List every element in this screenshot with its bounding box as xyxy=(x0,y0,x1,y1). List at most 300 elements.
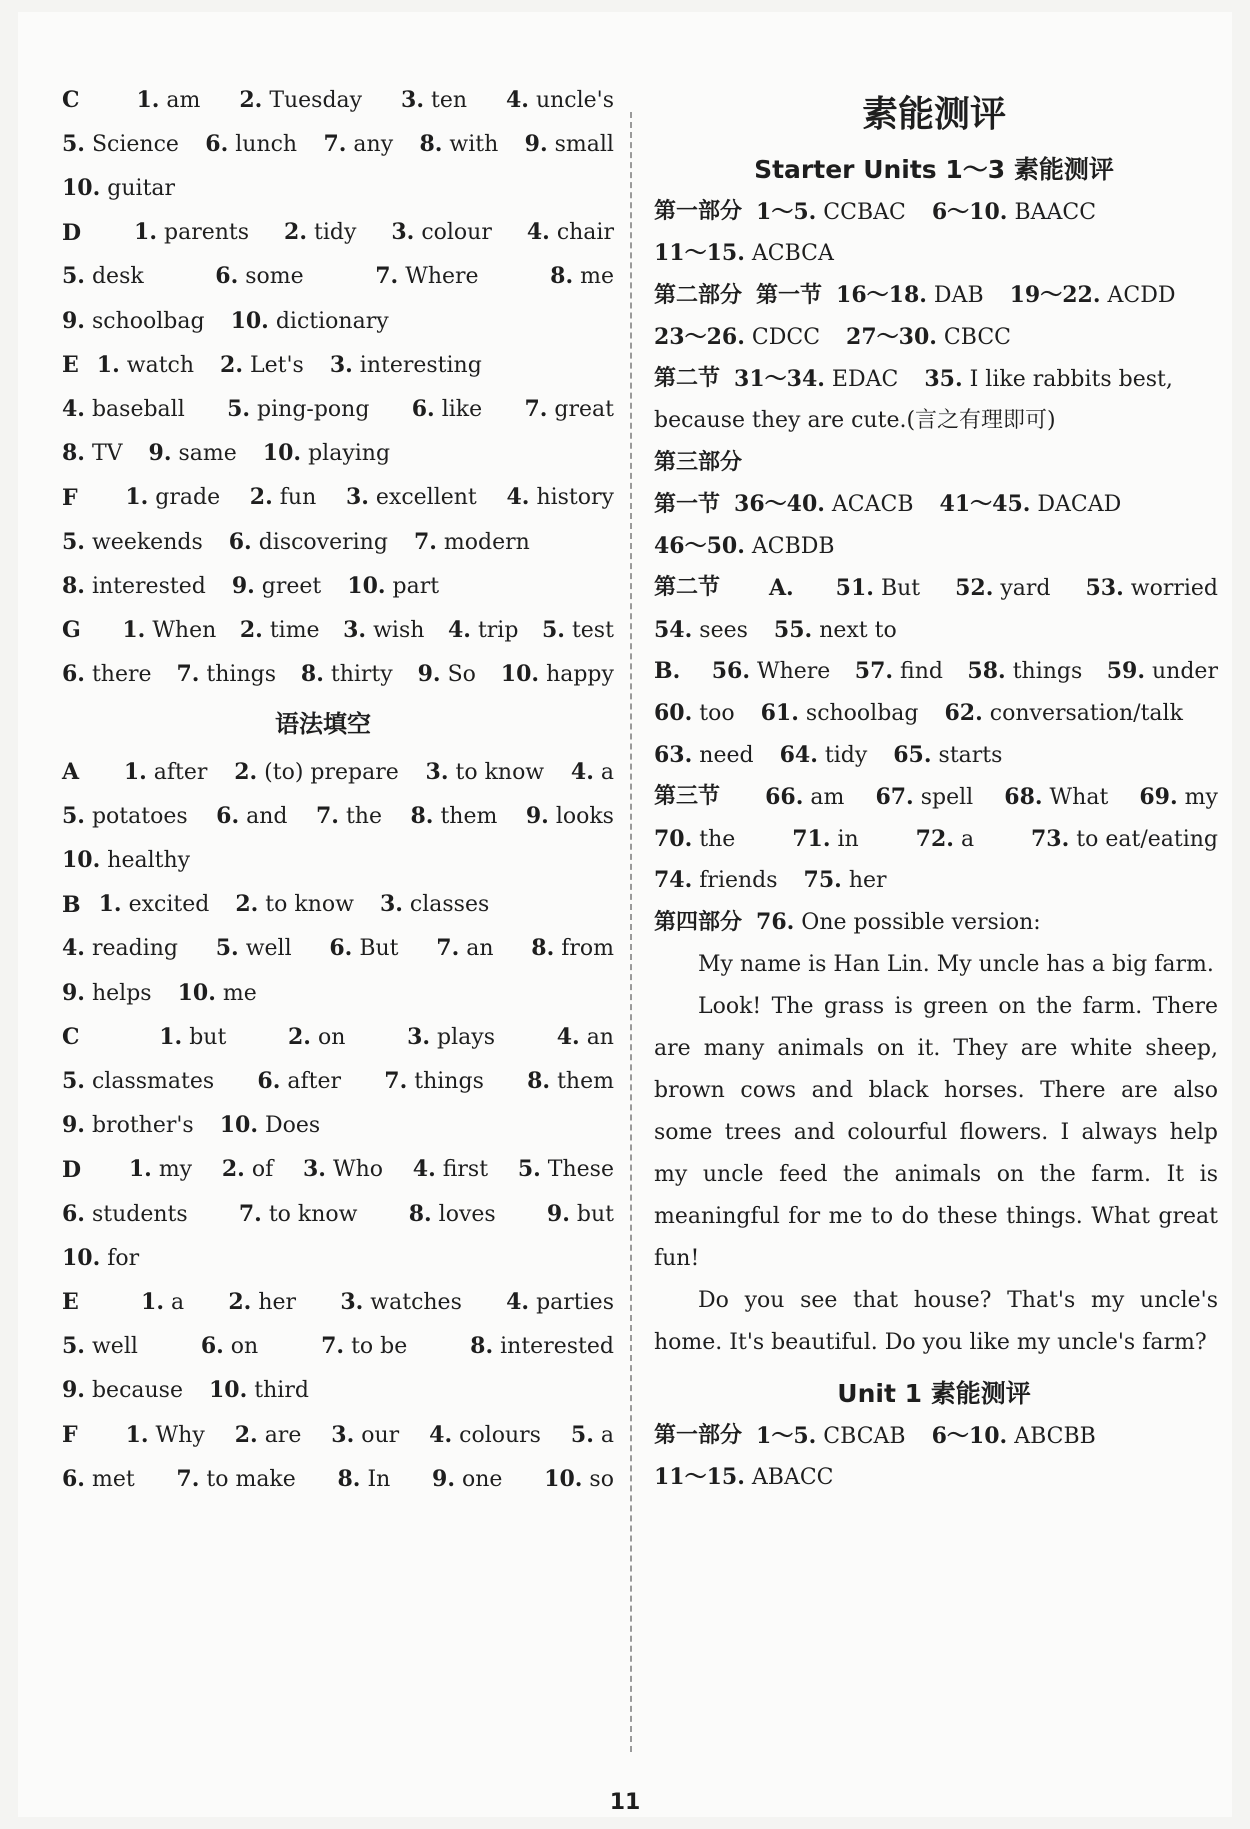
item-answer: after xyxy=(287,1068,342,1094)
item-number: 9. xyxy=(231,572,255,599)
item-number: 9. xyxy=(148,440,172,467)
item-answer: interested xyxy=(91,573,206,599)
item-answer: to know xyxy=(455,759,545,785)
answer-line xyxy=(636,568,1232,608)
item-answer: my xyxy=(1184,784,1218,810)
answer-item xyxy=(159,1017,226,1058)
item-answer: me xyxy=(222,980,257,1006)
answer-item xyxy=(448,610,518,651)
answer-item xyxy=(756,902,1041,943)
answer-item xyxy=(330,345,482,386)
item-answer: them xyxy=(440,803,498,829)
item-number: 64. xyxy=(779,741,818,768)
answer-item xyxy=(62,433,123,474)
answer-item xyxy=(331,1415,399,1456)
essay-paragraph: Look! The grass is green on the farm. There are many animals on it. They are white sheep, brown cows and black horses. There are also some trees and colourful flowers. I always help my uncle feed the animals on the farm. It is meaningful for me to do these things. What great fun! xyxy=(654,994,1218,1271)
item-answer: some xyxy=(245,264,304,290)
item-answer: but xyxy=(189,1024,227,1050)
item-number: 5. xyxy=(215,935,239,962)
item-answer: Let's xyxy=(250,352,304,378)
item-number: 31～34. xyxy=(734,365,825,392)
answer-item xyxy=(99,884,210,925)
group-label: D xyxy=(62,219,82,246)
answer-item xyxy=(654,651,687,692)
answer-item xyxy=(234,752,399,793)
answer-item xyxy=(220,345,304,386)
item-number: 5. xyxy=(570,1421,594,1448)
item-answer: ACBCA xyxy=(751,241,834,267)
item-answer: playing xyxy=(308,441,391,467)
part-label: 第三部分 xyxy=(654,449,743,475)
item-number: 5. xyxy=(62,130,85,157)
item-answer: classmates xyxy=(91,1068,215,1094)
item-number: 3. xyxy=(331,1421,355,1448)
answer-line xyxy=(18,80,628,120)
answer-item xyxy=(893,735,1002,776)
item-answer: starts xyxy=(938,742,1003,768)
part-label: 第二部分 xyxy=(654,282,743,308)
item-number: 9. xyxy=(62,979,85,1006)
item-answer: looks xyxy=(555,803,614,829)
item-number: 1. xyxy=(134,219,158,246)
item-answer: classes xyxy=(409,892,490,918)
item-answer: them xyxy=(557,1068,614,1094)
answer-item xyxy=(932,192,1096,233)
answer-item xyxy=(240,610,320,651)
item-answer: loves xyxy=(438,1201,496,1227)
item-number: 2. xyxy=(220,351,243,378)
section-title: 语法填空 xyxy=(275,710,371,738)
item-number: 9. xyxy=(62,1112,85,1139)
item-number: 57. xyxy=(854,658,894,685)
answer-item xyxy=(544,1459,614,1500)
item-answer: on xyxy=(230,1334,259,1360)
item-number: 55. xyxy=(773,616,813,643)
answer-item xyxy=(1107,651,1218,692)
item-answer: students xyxy=(91,1201,188,1227)
item-number: 9. xyxy=(524,130,548,157)
item-answer: potatoes xyxy=(91,803,188,829)
answer-item xyxy=(654,860,778,901)
answer-item xyxy=(62,796,188,837)
item-answer: an xyxy=(466,936,494,962)
answer-line xyxy=(18,929,628,969)
item-number: 63. xyxy=(654,741,693,768)
item-number: 1. xyxy=(125,1421,149,1448)
answer-item xyxy=(62,124,179,165)
essay xyxy=(654,944,1218,1364)
item-answer: watch xyxy=(126,352,195,378)
item-number: 3. xyxy=(407,1023,431,1050)
answer-item xyxy=(756,192,906,233)
item-answer: Why xyxy=(155,1422,205,1448)
answer-line xyxy=(18,213,628,253)
item-number: 2. xyxy=(287,1023,311,1050)
item-answer: well xyxy=(91,1334,138,1360)
answer-item xyxy=(654,693,735,734)
item-number: 75. xyxy=(803,867,842,894)
item-number: 8. xyxy=(62,440,85,467)
essay-paragraph: My name is Han Lin. My uncle has a big farm. xyxy=(698,952,1214,977)
item-answer: but xyxy=(576,1201,614,1227)
item-answer: find xyxy=(900,659,943,685)
item-answer: weekends xyxy=(91,529,203,555)
answer-item xyxy=(571,1415,614,1456)
item-number: 4. xyxy=(447,616,471,643)
answer-item xyxy=(62,654,152,695)
answer-line xyxy=(18,389,628,429)
item-number: 8. xyxy=(300,661,324,688)
item-answer: small xyxy=(554,131,614,157)
item-number: 74. xyxy=(654,867,693,894)
item-number: 6. xyxy=(62,661,85,688)
answer-item xyxy=(774,610,897,651)
answer-line xyxy=(18,1150,628,1190)
item-number: 53. xyxy=(1085,574,1124,601)
item-number: 10. xyxy=(62,174,101,201)
group-label: F xyxy=(62,484,78,511)
answer-line xyxy=(18,522,628,562)
answer-line xyxy=(636,652,1232,692)
answer-item xyxy=(1031,819,1218,860)
group-label: B xyxy=(62,891,81,918)
item-number: 6～10. xyxy=(931,198,1008,225)
item-number: 62. xyxy=(944,700,983,727)
item-answer: on xyxy=(317,1024,346,1050)
answer-item xyxy=(380,884,489,925)
answer-line xyxy=(18,973,628,1013)
item-answer: CCBAC xyxy=(823,199,906,225)
answer-item xyxy=(734,359,898,400)
item-answer: dictionary xyxy=(275,308,389,334)
item-answer: well xyxy=(245,936,292,962)
part-label: 第一部分 xyxy=(654,199,743,224)
item-answer: third xyxy=(254,1378,309,1404)
item-number: 1. xyxy=(123,758,147,785)
answer-item xyxy=(550,256,614,297)
answer-line xyxy=(18,566,628,606)
item-number: A. xyxy=(768,574,794,601)
item-number: 27～30. xyxy=(846,323,937,350)
item-number: 5. xyxy=(62,802,85,829)
item-number: 73. xyxy=(1030,825,1070,852)
section-subtitle: Starter Units 1～3 素能测评 xyxy=(754,155,1114,184)
answer-item xyxy=(229,522,388,563)
item-answer: friends xyxy=(699,868,778,894)
item-number: 7. xyxy=(176,661,200,688)
answer-item xyxy=(62,389,185,430)
item-answer: parties xyxy=(536,1289,614,1315)
item-answer: a xyxy=(600,759,614,785)
item-answer: greet xyxy=(261,573,322,599)
item-number: 1. xyxy=(141,1288,164,1315)
answer-item xyxy=(409,1194,496,1235)
item-number: 6. xyxy=(216,802,240,829)
answer-item xyxy=(654,317,820,358)
answer-line xyxy=(636,526,1232,566)
item-number: 3. xyxy=(303,1156,326,1183)
item-number: 3. xyxy=(343,616,367,643)
item-answer: schoolbag xyxy=(805,701,919,727)
item-number: 6. xyxy=(62,1465,85,1492)
item-number: 3. xyxy=(329,351,353,378)
item-number: 7. xyxy=(384,1067,408,1094)
item-answer: excited xyxy=(128,892,210,918)
item-answer: my xyxy=(158,1157,193,1183)
answer-item xyxy=(62,168,175,209)
answer-item xyxy=(654,233,834,274)
answer-item xyxy=(62,1238,139,1279)
answer-item xyxy=(205,124,297,165)
answer-item xyxy=(62,256,144,297)
item-answer: things xyxy=(206,662,276,688)
answer-line xyxy=(18,840,628,880)
answer-item xyxy=(201,1326,258,1367)
item-answer: conversation/talk xyxy=(989,701,1183,727)
item-number: 19～22. xyxy=(1009,282,1101,309)
answer-item xyxy=(527,212,614,253)
item-number: 10. xyxy=(262,440,302,467)
item-answer: (to) prepare xyxy=(264,759,399,785)
item-answer: helps xyxy=(91,980,152,1006)
item-number: 67. xyxy=(875,783,914,810)
column-divider xyxy=(630,112,632,1752)
answer-item xyxy=(216,928,292,969)
part-label: 第一部分 xyxy=(654,1423,743,1448)
item-number: 3. xyxy=(391,219,415,246)
answer-item xyxy=(288,1017,345,1058)
answer-line xyxy=(18,434,628,474)
answer-line xyxy=(636,317,1232,357)
answer-item xyxy=(62,1370,183,1411)
item-number: 2. xyxy=(234,1421,258,1448)
answer-item xyxy=(836,568,920,609)
item-number: 7. xyxy=(316,802,339,829)
answer-item xyxy=(176,654,276,695)
group-label: A xyxy=(62,759,80,785)
answer-item xyxy=(239,80,362,121)
item-number: 58. xyxy=(967,658,1006,685)
item-number: 10. xyxy=(500,661,540,688)
item-answer: When xyxy=(152,617,217,643)
answer-line xyxy=(636,401,1232,441)
answer-line xyxy=(18,1371,628,1411)
item-answer: spell xyxy=(920,784,974,810)
item-answer: our xyxy=(361,1422,400,1448)
item-number: 5. xyxy=(62,1067,85,1094)
answer-item xyxy=(846,317,1011,358)
answer-item xyxy=(506,1282,614,1323)
answer-item xyxy=(531,928,614,969)
part-label: 第四部分 xyxy=(654,909,743,935)
item-answer: ABCBB xyxy=(1014,1423,1096,1449)
answer-line xyxy=(18,1061,628,1101)
item-number: 6～10. xyxy=(931,1422,1008,1449)
item-answer: desk xyxy=(91,264,144,290)
answer-item xyxy=(340,1282,462,1323)
item-answer: grade xyxy=(155,485,221,511)
item-number: 6. xyxy=(228,528,252,555)
answer-item xyxy=(526,796,614,837)
item-answer: for xyxy=(107,1245,140,1271)
answer-item xyxy=(967,651,1082,692)
item-number: 9. xyxy=(546,1200,570,1227)
item-number: 66. xyxy=(765,783,804,810)
answer-line xyxy=(636,192,1232,232)
answer-item xyxy=(134,212,249,253)
answer-line xyxy=(636,276,1232,316)
item-number: 10. xyxy=(347,572,386,599)
item-answer: tidy xyxy=(314,220,357,246)
item-answer: first xyxy=(442,1157,489,1183)
item-answer: Tuesday xyxy=(269,87,363,113)
item-answer: things xyxy=(414,1068,484,1094)
answer-item xyxy=(235,884,354,925)
item-number: 4. xyxy=(506,1288,530,1315)
answer-item xyxy=(303,1149,383,1190)
item-number: 2. xyxy=(221,1156,245,1183)
item-answer: history xyxy=(536,485,614,511)
item-answer: part xyxy=(392,573,440,599)
item-answer: to be xyxy=(351,1334,408,1360)
answer-item xyxy=(780,735,868,776)
item-number: 41～45. xyxy=(939,491,1031,518)
answer-item xyxy=(654,526,835,567)
answer-item xyxy=(407,1017,495,1058)
item-number: 36～40. xyxy=(734,491,825,518)
item-answer: plays xyxy=(437,1024,496,1050)
answer-line xyxy=(18,478,628,518)
answer-item xyxy=(436,928,493,969)
item-answer: to make xyxy=(206,1466,296,1492)
item-answer: healthy xyxy=(107,847,191,873)
item-number: B. xyxy=(654,658,681,685)
item-answer: BAACC xyxy=(1014,199,1097,225)
group-label: G xyxy=(62,617,81,644)
item-answer: But xyxy=(359,936,399,962)
item-number: 8. xyxy=(408,1200,432,1227)
answer-line xyxy=(636,861,1232,901)
item-answer: sees xyxy=(699,617,748,643)
item-answer: What xyxy=(1049,784,1109,810)
part-label: 第二节 xyxy=(654,575,721,601)
answer-item xyxy=(836,275,984,316)
group-label: E xyxy=(62,1289,79,1316)
answer-line xyxy=(18,301,628,341)
item-answer: a xyxy=(960,826,975,852)
answer-item xyxy=(571,752,614,793)
item-number: 6. xyxy=(257,1067,281,1094)
item-answer: brother's xyxy=(91,1113,194,1139)
answer-item xyxy=(955,568,1050,609)
item-number: 69. xyxy=(1139,783,1178,810)
item-number: 23～26. xyxy=(654,323,745,350)
item-number: 59. xyxy=(1106,658,1146,685)
answer-item xyxy=(220,1105,320,1146)
item-number: 4. xyxy=(412,1156,436,1183)
group-label: F xyxy=(62,1422,78,1448)
item-number: 2. xyxy=(239,86,263,113)
item-number: 3. xyxy=(340,1288,364,1315)
answer-item xyxy=(412,389,482,430)
answer-item xyxy=(418,654,476,695)
item-answer: with xyxy=(449,131,499,157)
item-answer: Does xyxy=(264,1113,321,1139)
item-answer: one xyxy=(462,1466,503,1492)
item-number: 10. xyxy=(209,1377,248,1404)
item-number: 16～18. xyxy=(836,282,927,309)
part-label: 第一节 xyxy=(654,491,721,517)
item-number: 5. xyxy=(541,616,565,643)
answer-item xyxy=(654,819,735,860)
item-answer: worried xyxy=(1130,575,1218,601)
item-number: 7. xyxy=(436,935,460,962)
answer-line xyxy=(636,819,1232,859)
answer-line xyxy=(18,1327,628,1367)
answer-item xyxy=(654,1457,834,1498)
answer-item xyxy=(62,1061,214,1102)
answer-line xyxy=(18,1194,628,1234)
item-number: 8. xyxy=(527,1067,551,1094)
answer-item xyxy=(263,433,390,474)
answer-item xyxy=(323,124,393,165)
answer-item xyxy=(426,752,545,793)
item-answer: after xyxy=(153,759,208,785)
answer-item xyxy=(62,566,206,607)
answer-item xyxy=(547,1194,614,1235)
answer-item xyxy=(346,477,477,518)
item-answer: of xyxy=(251,1157,274,1183)
item-answer: from xyxy=(561,936,614,962)
answer-item xyxy=(62,1459,135,1500)
item-number: 10. xyxy=(544,1465,583,1492)
item-number: 60. xyxy=(654,700,693,727)
answer-line xyxy=(636,359,1232,399)
answer-item xyxy=(62,928,178,969)
item-answer: ping-pong xyxy=(257,396,370,422)
item-number: 1. xyxy=(159,1023,183,1050)
item-number: 1～5. xyxy=(756,198,817,225)
answer-line xyxy=(18,1017,628,1057)
answer-item xyxy=(284,212,356,253)
item-answer: too xyxy=(699,701,735,727)
item-number: 11～15. xyxy=(654,1464,745,1491)
item-number: 7. xyxy=(323,130,347,157)
item-answer: EDAC xyxy=(831,366,899,392)
answer-item xyxy=(125,477,220,518)
answer-item xyxy=(231,301,389,342)
answer-line xyxy=(18,610,628,650)
item-answer: to know xyxy=(268,1201,358,1227)
answer-item xyxy=(1139,777,1218,818)
item-answer: me xyxy=(580,264,614,290)
answer-item xyxy=(228,1282,296,1323)
answer-item xyxy=(129,1149,192,1190)
item-number: 3. xyxy=(345,484,369,511)
item-answer: her xyxy=(258,1289,297,1315)
item-answer: baseball xyxy=(91,396,185,422)
item-answer: under xyxy=(1152,659,1218,685)
page-number: 11 xyxy=(609,1790,641,1815)
item-number: 8. xyxy=(337,1465,361,1492)
item-number: 3. xyxy=(425,758,449,785)
item-number: 4. xyxy=(570,758,594,785)
item-number: 1. xyxy=(122,616,146,643)
item-answer: TV xyxy=(91,441,123,467)
item-number: 1～5. xyxy=(756,1422,817,1449)
group-label: D xyxy=(62,1156,82,1183)
answer-item xyxy=(945,693,1183,734)
